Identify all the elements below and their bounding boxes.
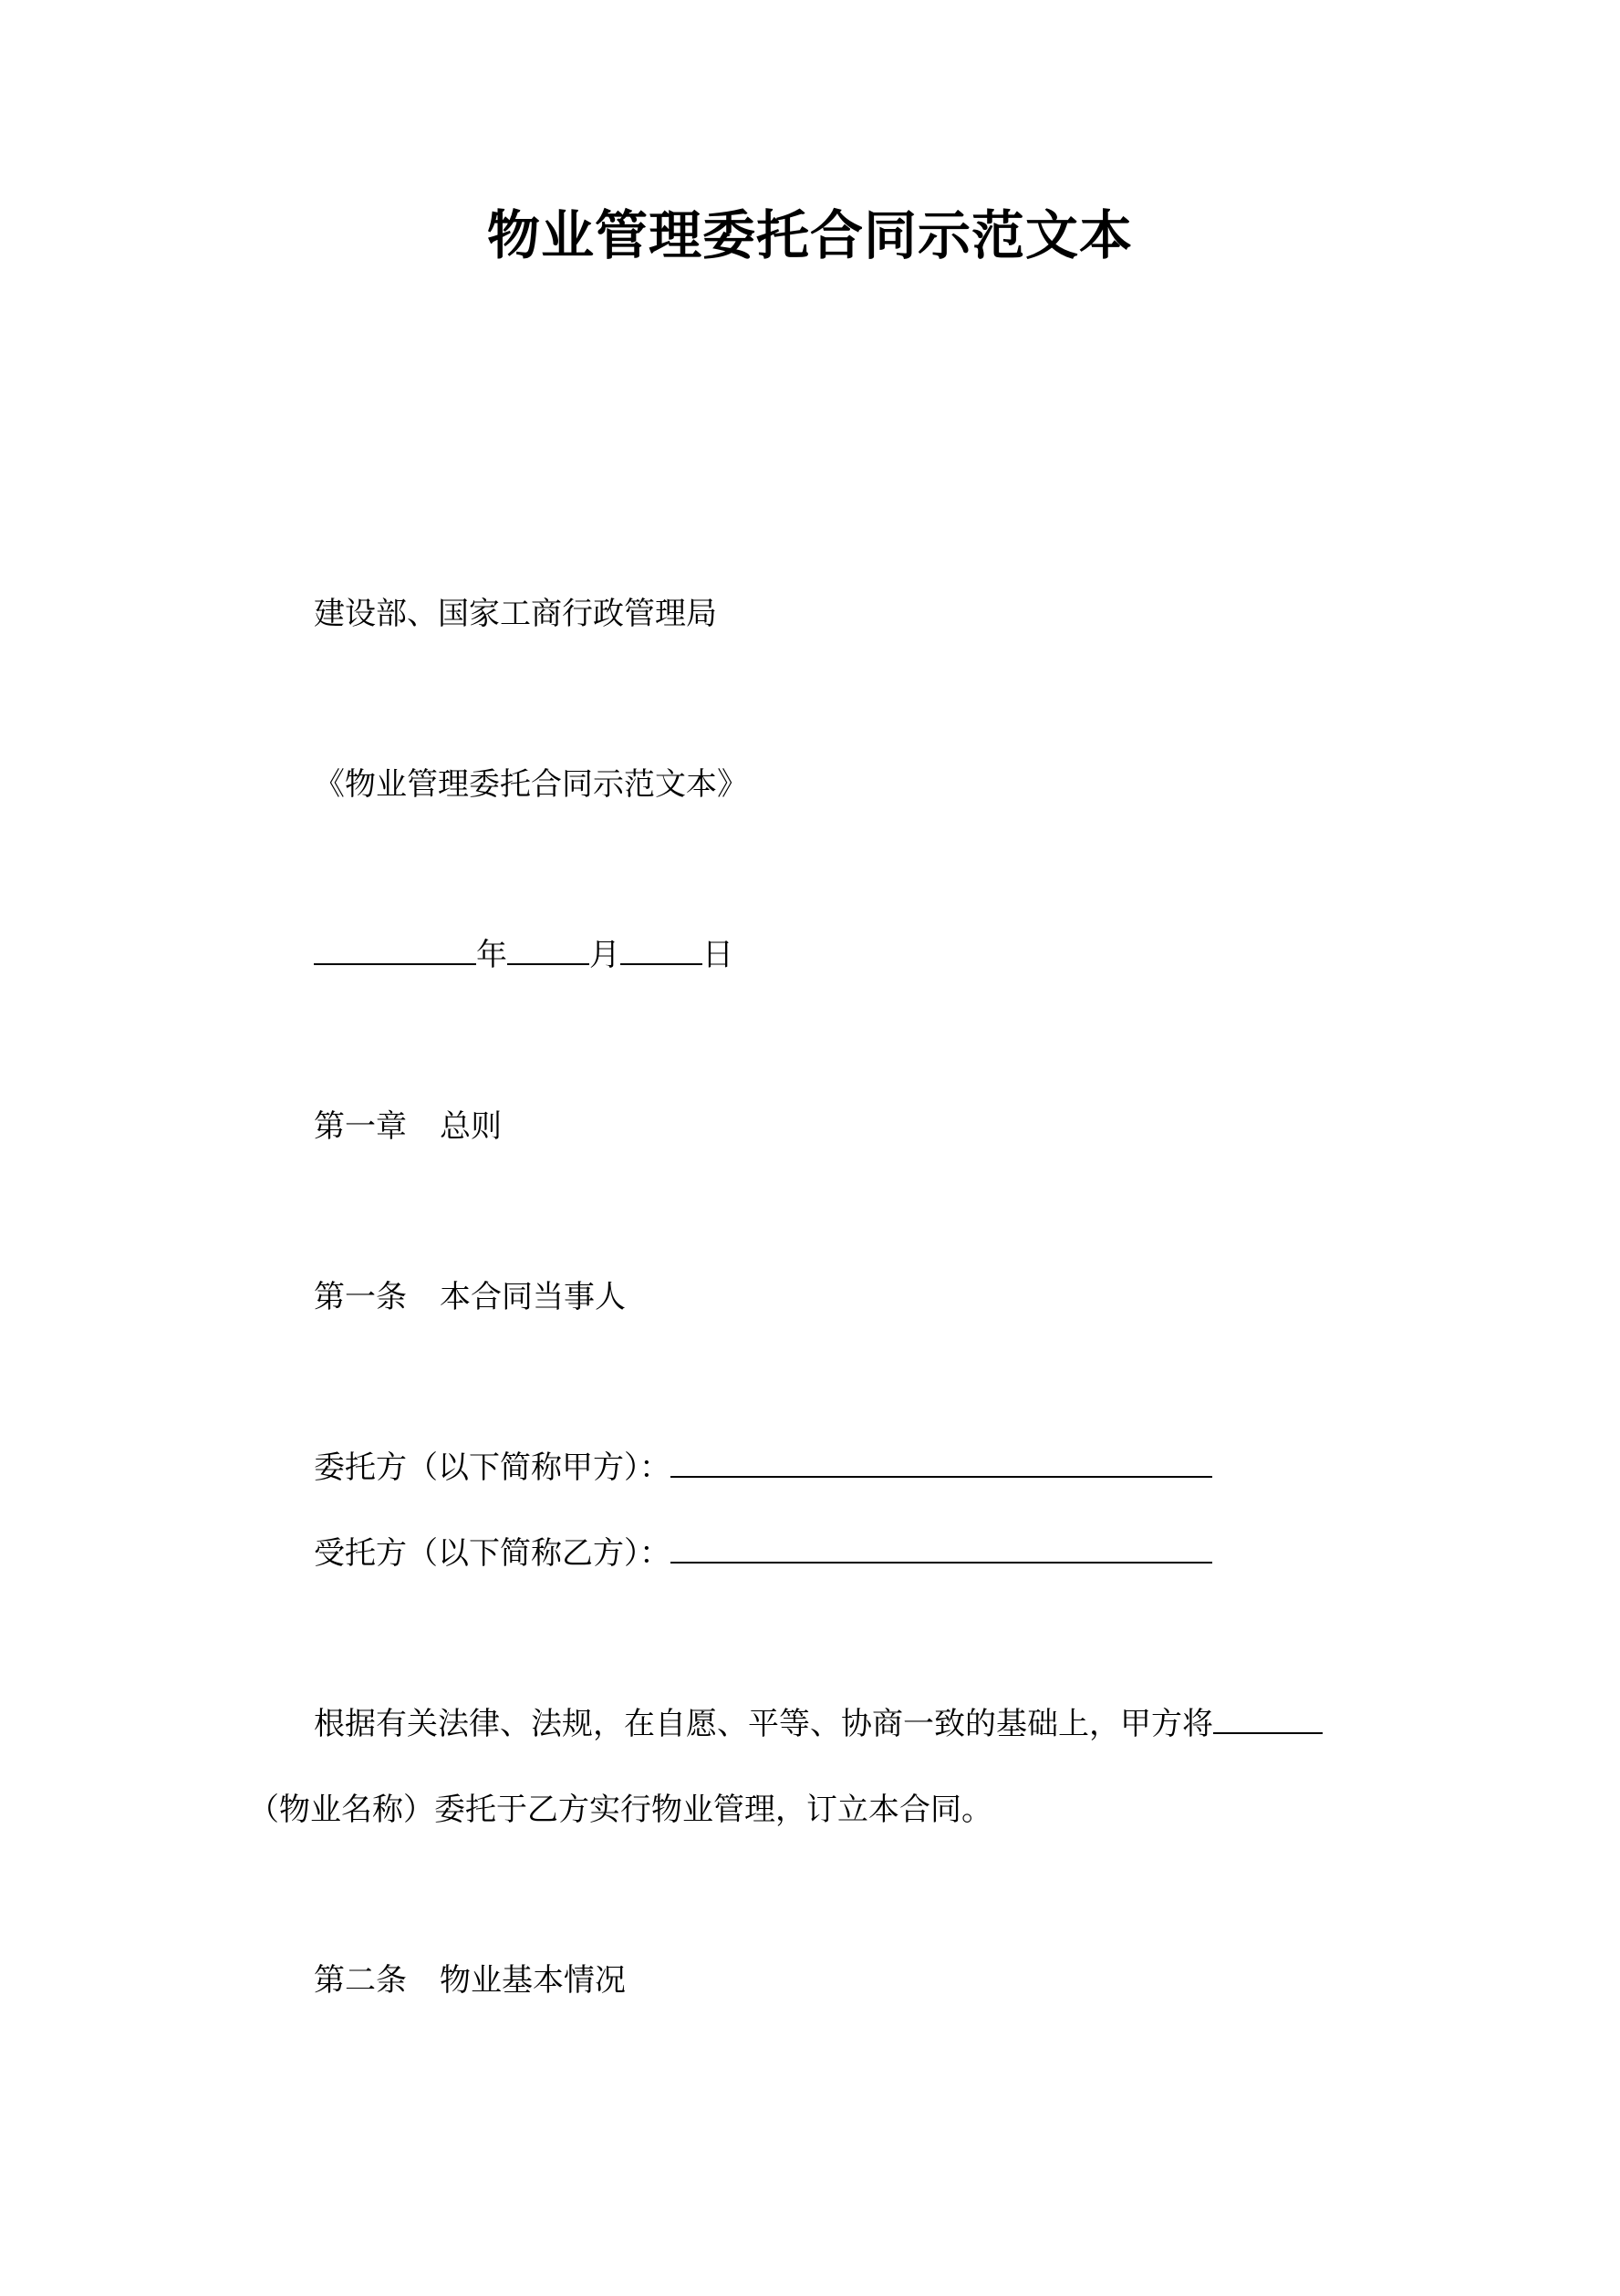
article-2-title: 物业基本情况	[440, 1962, 626, 1999]
document-name-line: 《物业管理委托合同示范文本》	[314, 766, 748, 803]
basis-paragraph-line-1	[314, 1701, 1323, 1747]
chapter-1-title: 总则	[440, 1108, 502, 1145]
article-1-heading	[314, 1274, 626, 1320]
party-b-line	[314, 1531, 1212, 1576]
month-label: 月	[589, 937, 620, 973]
party-b-label: 受托方（以下简称乙方）：	[314, 1535, 670, 1572]
document-title: 物业管理委托合同示范文本	[486, 204, 1133, 266]
party-a-line	[314, 1445, 1212, 1491]
basis-paragraph-line-2: （物业名称）委托于乙方实行物业管理，订立本合同。	[248, 1792, 992, 1828]
property-name-blank	[1213, 1701, 1323, 1734]
year-blank	[314, 932, 476, 965]
month-blank	[507, 932, 589, 965]
party-a-blank	[670, 1445, 1212, 1478]
day-blank	[620, 932, 702, 965]
article-2-number: 第二条	[314, 1962, 407, 1999]
year-label: 年	[476, 937, 507, 973]
article-2-heading	[314, 1958, 626, 2003]
day-label: 日	[702, 937, 733, 973]
issuer-line: 建设部、国家工商行政管理局	[314, 596, 717, 632]
article-1-title: 本合同当事人	[440, 1279, 626, 1315]
party-b-blank	[670, 1531, 1212, 1564]
chapter-1-heading	[314, 1104, 502, 1149]
chapter-1-number: 第一章	[314, 1108, 407, 1145]
date-line	[314, 932, 733, 978]
basis-paragraph-text-1: 根据有关法律、法规，在自愿、平等、协商一致的基础上，甲方将	[314, 1706, 1213, 1742]
article-1-number: 第一条	[314, 1279, 407, 1315]
party-a-label: 委托方（以下简称甲方）：	[314, 1449, 670, 1486]
